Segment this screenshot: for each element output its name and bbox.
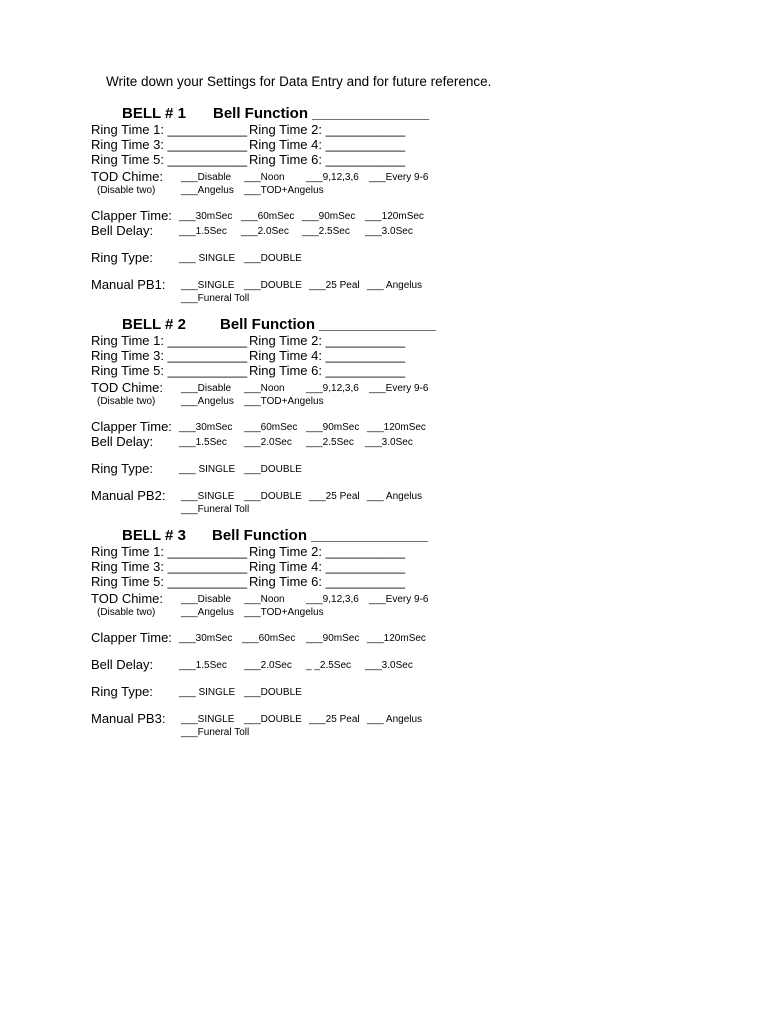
manual-pb-label: Manual PB2:	[91, 488, 166, 503]
ring-time-2-field[interactable]: Ring Time 2: ___________	[249, 122, 406, 137]
ring-time-1-field[interactable]: Ring Time 1: ___________	[91, 544, 248, 559]
manual-option-double[interactable]: ___DOUBLE	[244, 280, 302, 291]
delay-option-3-0sec[interactable]: ___3.0Sec	[365, 226, 413, 237]
tod-option-9-12-3-6[interactable]: ___9,12,3,6	[306, 172, 359, 183]
manual-option-angelus[interactable]: ___ Angelus	[367, 491, 423, 502]
clapper-option-30msec[interactable]: ___30mSec	[179, 633, 233, 644]
ring-time-5-field[interactable]: Ring Time 5: ___________	[91, 363, 248, 378]
ring-time-3-field[interactable]: Ring Time 3: ___________	[91, 348, 248, 363]
tod-option-noon[interactable]: ___Noon	[244, 383, 285, 394]
manual-pb-label: Manual PB1:	[91, 277, 166, 292]
clapper-option-60msec[interactable]: ___60mSec	[244, 422, 298, 433]
manual-option-single[interactable]: ___SINGLE	[181, 280, 235, 291]
tod-option-every-9-6[interactable]: ___Every 9-6	[369, 172, 429, 183]
delay-option-2-0sec[interactable]: ___2.0Sec	[244, 437, 292, 448]
ring-time-4-field[interactable]: Ring Time 4: ___________	[249, 348, 406, 363]
tod-option-disable[interactable]: ___Disable	[181, 383, 232, 394]
bell-delay-label: Bell Delay:	[91, 434, 154, 449]
ring-type-option-single[interactable]: ___ SINGLE	[179, 253, 236, 264]
tod-option-disable[interactable]: ___Disable	[181, 172, 232, 183]
ring-time-6-field[interactable]: Ring Time 6: ___________	[249, 574, 406, 589]
ring-type-label: Ring Type:	[91, 684, 153, 699]
delay-option-3-0sec[interactable]: ___3.0Sec	[365, 437, 413, 448]
ring-time-4-field[interactable]: Ring Time 4: ___________	[249, 137, 406, 152]
delay-option-2-0sec[interactable]: ___2.0Sec	[244, 660, 292, 671]
clapper-time-label: Clapper Time:	[91, 630, 172, 645]
delay-option-1-5sec[interactable]: ___1.5Sec	[179, 226, 227, 237]
tod-chime-note: (Disable two)	[97, 185, 156, 196]
manual-option-25-peal[interactable]: ___25 Peal	[309, 491, 360, 502]
tod-option-tod-angelus[interactable]: ___TOD+Angelus	[244, 607, 324, 618]
bell-function-field[interactable]: Bell Function ______________	[213, 105, 429, 122]
manual-option-25-peal[interactable]: ___25 Peal	[309, 714, 360, 725]
tod-chime-note: (Disable two)	[97, 396, 156, 407]
delay-option-2-0sec[interactable]: ___2.0Sec	[241, 226, 289, 237]
ring-time-3-field[interactable]: Ring Time 3: ___________	[91, 559, 248, 574]
manual-pb-label: Manual PB3:	[91, 711, 166, 726]
clapper-time-label: Clapper Time:	[91, 208, 172, 223]
manual-option-single[interactable]: ___SINGLE	[181, 491, 235, 502]
clapper-option-90msec[interactable]: ___90mSec	[306, 422, 360, 433]
clapper-option-120msec[interactable]: ___120mSec	[367, 633, 426, 644]
tod-option-tod-angelus[interactable]: ___TOD+Angelus	[244, 396, 324, 407]
clapper-option-60msec[interactable]: ___60mSec	[242, 633, 296, 644]
clapper-option-30msec[interactable]: ___30mSec	[179, 422, 233, 433]
delay-option-2-5sec[interactable]: _ _2.5Sec	[306, 660, 352, 671]
clapper-option-30msec[interactable]: ___30mSec	[179, 211, 233, 222]
ring-type-option-single[interactable]: ___ SINGLE	[179, 464, 236, 475]
clapper-option-90msec[interactable]: ___90mSec	[302, 211, 356, 222]
tod-option-every-9-6[interactable]: ___Every 9-6	[369, 594, 429, 605]
clapper-option-60msec[interactable]: ___60mSec	[241, 211, 295, 222]
ring-time-1-field[interactable]: Ring Time 1: ___________	[91, 333, 248, 348]
ring-time-5-field[interactable]: Ring Time 5: ___________	[91, 152, 248, 167]
tod-option-noon[interactable]: ___Noon	[244, 594, 285, 605]
tod-option-9-12-3-6[interactable]: ___9,12,3,6	[306, 594, 359, 605]
delay-option-2-5sec[interactable]: ___2.5Sec	[306, 437, 354, 448]
ring-type-label: Ring Type:	[91, 250, 153, 265]
bell-delay-label: Bell Delay:	[91, 657, 154, 672]
intro-text: Write down your Settings for Data Entry and for future reference.	[106, 74, 492, 89]
tod-option-every-9-6[interactable]: ___Every 9-6	[369, 383, 429, 394]
ring-type-option-double[interactable]: ___DOUBLE	[244, 464, 302, 475]
manual-option-double[interactable]: ___DOUBLE	[244, 491, 302, 502]
bell-heading: BELL # 1	[122, 105, 186, 122]
delay-option-1-5sec[interactable]: ___1.5Sec	[179, 660, 227, 671]
clapper-option-120msec[interactable]: ___120mSec	[367, 422, 426, 433]
clapper-option-120msec[interactable]: ___120mSec	[365, 211, 424, 222]
delay-option-2-5sec[interactable]: ___2.5Sec	[302, 226, 350, 237]
ring-time-1-field[interactable]: Ring Time 1: ___________	[91, 122, 248, 137]
bell-heading: BELL # 3	[122, 527, 186, 544]
manual-option-single[interactable]: ___SINGLE	[181, 714, 235, 725]
ring-type-option-double[interactable]: ___DOUBLE	[244, 687, 302, 698]
tod-option-angelus[interactable]: ___Angelus	[181, 396, 234, 407]
tod-option-9-12-3-6[interactable]: ___9,12,3,6	[306, 383, 359, 394]
manual-option-funeral-toll[interactable]: ___Funeral Toll	[181, 504, 250, 515]
tod-chime-label: TOD Chime:	[91, 591, 163, 606]
ring-time-4-field[interactable]: Ring Time 4: ___________	[249, 559, 406, 574]
tod-option-noon[interactable]: ___Noon	[244, 172, 285, 183]
ring-time-6-field[interactable]: Ring Time 6: ___________	[249, 152, 406, 167]
manual-option-angelus[interactable]: ___ Angelus	[367, 714, 423, 725]
clapper-option-90msec[interactable]: ___90mSec	[306, 633, 360, 644]
tod-option-angelus[interactable]: ___Angelus	[181, 185, 234, 196]
tod-chime-label: TOD Chime:	[91, 169, 163, 184]
ring-type-label: Ring Type:	[91, 461, 153, 476]
tod-chime-label: TOD Chime:	[91, 380, 163, 395]
ring-type-option-double[interactable]: ___DOUBLE	[244, 253, 302, 264]
bell-function-field[interactable]: Bell Function ______________	[220, 316, 436, 333]
manual-option-25-peal[interactable]: ___25 Peal	[309, 280, 360, 291]
tod-option-angelus[interactable]: ___Angelus	[181, 607, 234, 618]
delay-option-3-0sec[interactable]: ___3.0Sec	[365, 660, 413, 671]
ring-time-3-field[interactable]: Ring Time 3: ___________	[91, 137, 248, 152]
ring-time-5-field[interactable]: Ring Time 5: ___________	[91, 574, 248, 589]
tod-chime-note: (Disable two)	[97, 607, 156, 618]
tod-option-disable[interactable]: ___Disable	[181, 594, 232, 605]
clapper-time-label: Clapper Time:	[91, 419, 172, 434]
ring-time-2-field[interactable]: Ring Time 2: ___________	[249, 333, 406, 348]
tod-option-tod-angelus[interactable]: ___TOD+Angelus	[244, 185, 324, 196]
manual-option-double[interactable]: ___DOUBLE	[244, 714, 302, 725]
bell-function-field[interactable]: Bell Function ______________	[212, 527, 428, 544]
bell-heading: BELL # 2	[122, 316, 186, 333]
ring-time-6-field[interactable]: Ring Time 6: ___________	[249, 363, 406, 378]
ring-type-option-single[interactable]: ___ SINGLE	[179, 687, 236, 698]
manual-option-angelus[interactable]: ___ Angelus	[367, 280, 423, 291]
manual-option-funeral-toll[interactable]: ___Funeral Toll	[181, 727, 250, 738]
bell-delay-label: Bell Delay:	[91, 223, 154, 238]
delay-option-1-5sec[interactable]: ___1.5Sec	[179, 437, 227, 448]
ring-time-2-field[interactable]: Ring Time 2: ___________	[249, 544, 406, 559]
manual-option-funeral-toll[interactable]: ___Funeral Toll	[181, 293, 250, 304]
